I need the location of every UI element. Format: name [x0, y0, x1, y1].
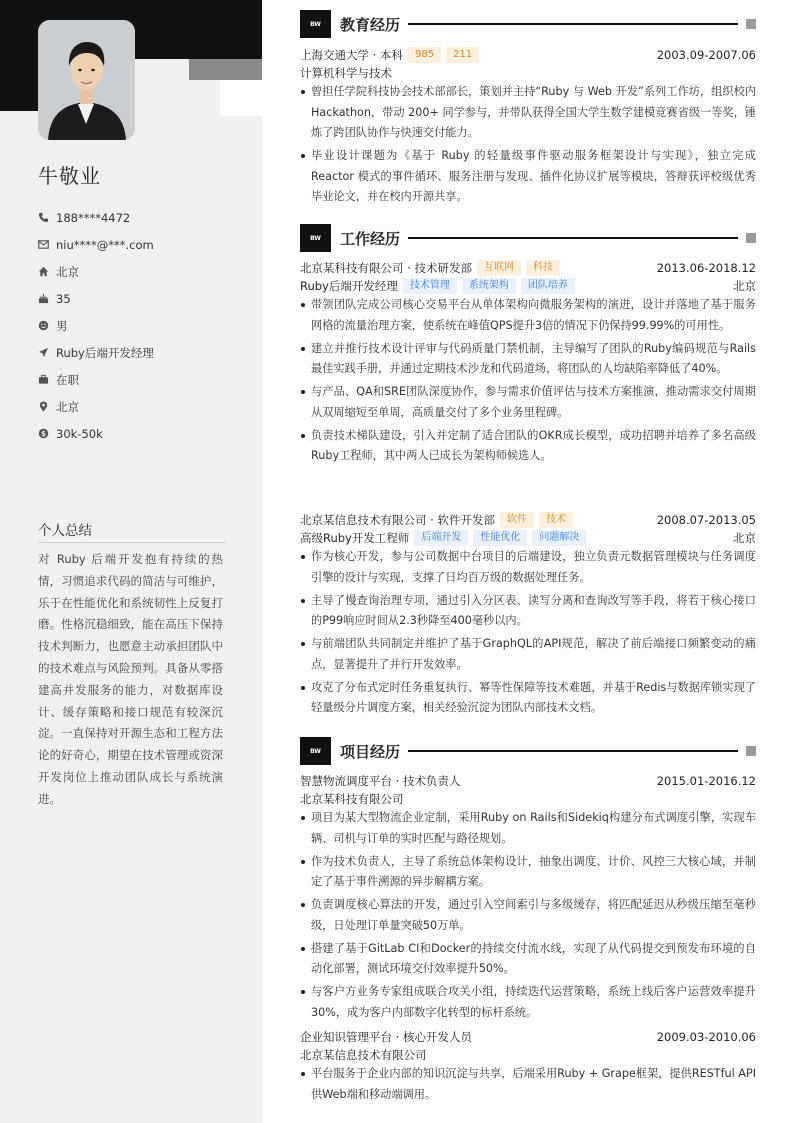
project-title-row — [300, 1028, 756, 1046]
project-org: 北京某科技有限公司 — [300, 792, 404, 806]
project-org: 北京某信息技术有限公司 — [300, 1048, 427, 1062]
smile-icon — [38, 320, 49, 331]
info-text: 在职 — [56, 372, 79, 387]
bullet-item: 负责技术梯队建设，引入并定制了适合团队的OKR成长模型，成功招聘并培养了多名高级Ruby工程师，其中两人已成长为架构师候选人。 — [300, 426, 756, 467]
section-badge: BW — [300, 10, 331, 38]
info-item-phone — [38, 204, 154, 231]
bullet-item: 主导了慢查询治理专项，通过引入分区表、读写分离和查询改写等手段，将若干核心接口的P99响应时间从2.3秒降至400毫秒以内。 — [300, 591, 756, 632]
info-item-position — [38, 339, 154, 366]
education-bullets — [300, 82, 756, 210]
section-title: 教育经历 — [340, 15, 401, 34]
bullet-item: 作为技术负责人，主导了系统总体架构设计，抽象出调度、计价、风控三大核心域，并制定了基于事件溯源的异步解耦方案。 — [300, 852, 756, 893]
job-city: 北京 — [733, 279, 756, 293]
info-text: 男 — [56, 318, 68, 333]
bullet-item: 毕业设计课题为《基于 Ruby 的轻量级事件驱动服务框架设计与实现》，独立完成 Reactor 模式的事件循环、服务注册与发现、插件化协议扩展等模块，答辩获评校级优秀毕业论文，并在校内开源共享。 — [300, 146, 756, 208]
role-tag: 系统架构 — [462, 278, 516, 294]
info-item-status — [38, 366, 154, 393]
project-name: 智慧物流调度平台 · 技术负责人 — [300, 774, 461, 788]
decor-block — [189, 59, 262, 80]
section-badge: BW — [300, 737, 331, 765]
send-icon — [38, 347, 49, 358]
project-org-row — [300, 790, 756, 808]
summary-text: 对 Ruby 后端开发抱有持续的热情，习惯追求代码的简洁与可维护，乐于在性能优化和系统韧性上反复打磨。性格沉稳细致，能在高压下保持技术判断力，也愿意主动承担团队中的技术难点与风险预判。具备从零搭建高并发服务的能力，对数据库设计、缓存策略和接口规范有较深沉淀。一直保持对开源生态和工程方法论的好奇心，期望在技术管理或资深开发岗位上推动团队成长与系统演进。 — [38, 552, 223, 806]
section-divider — [408, 237, 738, 239]
company-tag: 技术 — [539, 512, 573, 528]
info-text: 188****4472 — [56, 210, 131, 225]
info-item-city — [38, 258, 154, 285]
info-text: 北京 — [56, 399, 79, 414]
briefcase-icon — [38, 374, 49, 385]
role-tag: 技术管理 — [403, 278, 457, 294]
info-text: 35 — [56, 291, 71, 306]
section-marker — [746, 19, 756, 29]
role-tag: 问题解决 — [532, 530, 586, 546]
svg-text:$: $ — [41, 429, 46, 438]
info-text: 北京 — [56, 264, 79, 279]
bullet-item: 搭建了基于GitLab CI和Docker的持续交付流水线，实现了从代码提交到预发布环境的自动化部署，测试环境交付效率提升50%。 — [300, 939, 756, 980]
school-tag: 985 — [408, 47, 441, 63]
section-divider — [408, 23, 738, 25]
bullet-item: 平台服务于企业内部的知识沉淀与共享，后端采用Ruby + Grape框架，提供RESTful API供Web端和移动端调用。 — [300, 1064, 756, 1105]
job-role: Ruby后端开发经理 — [300, 279, 398, 293]
job-company-row — [300, 511, 756, 529]
info-text: niu****@***.com — [56, 237, 154, 252]
project-period: 2009.03-2010.06 — [656, 1030, 756, 1044]
bullet-item: 曾担任学院科技协会技术部部长，策划并主持“Ruby 与 Web 开发”系列工作坊，组织校内 Hackathon，带动 200+ 同学参与，并带队获得全国大学生数学建模竞赛省级一等奖，锤炼了跨团队协作与快速交付能力。 — [300, 82, 756, 144]
section-marker — [746, 233, 756, 243]
company-name: 北京某信息技术有限公司 · 软件开发部 — [300, 513, 495, 527]
bullet-item: 作为核心开发，参与公司数据中台项目的后端建设，独立负责元数据管理模块与任务调度引擎的设计与实现，支撑了日均百万级的数据处理任务。 — [300, 547, 756, 588]
section-divider — [408, 750, 738, 752]
section-title: 工作经历 — [340, 229, 401, 248]
project-bullets — [300, 808, 756, 1026]
role-tag: 性能优化 — [473, 530, 527, 546]
school-tag: 211 — [446, 47, 479, 63]
info-item-gender — [38, 312, 154, 339]
job-period: 2013.06-2018.12 — [656, 261, 756, 275]
job-period: 2008.07-2013.05 — [656, 513, 756, 527]
role-tag: 团队培养 — [521, 278, 575, 294]
job-city: 北京 — [733, 531, 756, 545]
school-name: 上海交通大学 · 本科 — [300, 48, 403, 62]
project-bullets — [300, 1064, 756, 1108]
bullet-item: 项目为某大型物流企业定制，采用Ruby on Rails和Sidekiq构建分布式调度引擎，实现车辆、司机与订单的实时匹配与路径规划。 — [300, 808, 756, 849]
phone-icon — [38, 212, 49, 223]
bullet-item: 与前端团队共同制定并维护了基于GraphQL的API规范，解决了前后端接口频繁变动的痛点，显著提升了并行开发效率。 — [300, 634, 756, 675]
job-role: 高级Ruby开发工程师 — [300, 531, 410, 545]
info-item-email — [38, 231, 154, 258]
bullet-item: 攻克了分布式定时任务重复执行、幂等性保障等技术难题，并基于Redis与数据库锁实现了轻量级分片调度方案，相关经验沉淀为团队内部技术文档。 — [300, 678, 756, 719]
bullet-item: 与产品、QA和SRE团队深度协作，参与需求价值评估与技术方案推演，推动需求交付周期从双周缩短至单周，高质量交付了多个业务里程碑。 — [300, 382, 756, 423]
bullet-item: 带领团队完成公司核心交易平台从单体架构向微服务架构的演进，设计并落地了基于服务网格的流量治理方案，使系统在峰值QPS提升3倍的情况下仍保持99.99%的可用性。 — [300, 295, 756, 336]
company-tag: 软件 — [500, 512, 534, 528]
decor-block — [220, 80, 262, 116]
summary-title: 个人总结 — [38, 519, 226, 543]
job-bullets — [300, 295, 756, 469]
info-item-age — [38, 285, 154, 312]
company-name: 北京某科技有限公司 · 技术研发部 — [300, 261, 472, 275]
mail-icon — [38, 239, 49, 250]
candidate-name: 牛敬业 — [38, 164, 101, 188]
sidebar — [0, 0, 262, 1123]
job-role-row — [300, 529, 756, 547]
section-badge: BW — [300, 224, 331, 252]
profile-photo — [38, 20, 135, 140]
job-company-row — [300, 259, 756, 277]
major-row — [300, 64, 756, 82]
info-text: Ruby后端开发经理 — [56, 345, 154, 360]
education-period: 2003.09-2007.06 — [656, 48, 756, 62]
decor-block — [0, 59, 38, 111]
job-role-row — [300, 277, 756, 295]
cake-icon — [38, 293, 49, 304]
section-marker — [746, 746, 756, 756]
project-org-row — [300, 1046, 756, 1064]
home-icon — [38, 266, 49, 277]
education-row — [300, 46, 756, 64]
major: 计算机科学与技术 — [300, 66, 392, 80]
bullet-item: 负责调度核心算法的开发，通过引入空间索引与多级缓存，将匹配延迟从秒级压缩至毫秒级，日处理订单量突破50万单。 — [300, 895, 756, 936]
work-section-header — [300, 224, 756, 252]
bullet-item: 建立并推行技术设计评审与代码质量门禁机制，主导编写了团队的Ruby编码规范与Rails最佳实践手册，并通过定期技术沙龙和代码道场，将团队的人均缺陷率降低了40%。 — [300, 339, 756, 380]
job-bullets — [300, 547, 756, 721]
company-tag: 互联网 — [477, 260, 521, 276]
project-period: 2015.01-2016.12 — [656, 774, 756, 788]
info-item-salary — [38, 420, 154, 447]
location-icon — [38, 401, 49, 412]
section-title: 项目经历 — [340, 742, 401, 761]
project-name: 企业知识管理平台 · 核心开发人员 — [300, 1030, 472, 1044]
project-title-row — [300, 772, 756, 790]
contact-info-list — [38, 204, 154, 447]
company-tag: 科技 — [526, 260, 560, 276]
info-item-location — [38, 393, 154, 420]
education-section-header — [300, 10, 756, 38]
bullet-item: 与客户方业务专家组成联合攻关小组，持续迭代运营策略，系统上线后客户运营效率提升30%，成为客户内部数字化转型的标杆系统。 — [300, 982, 756, 1023]
money-icon — [38, 428, 49, 439]
role-tag: 后端开发 — [414, 530, 468, 546]
info-text: 30k-50k — [56, 426, 103, 441]
projects-section-header — [300, 737, 756, 765]
